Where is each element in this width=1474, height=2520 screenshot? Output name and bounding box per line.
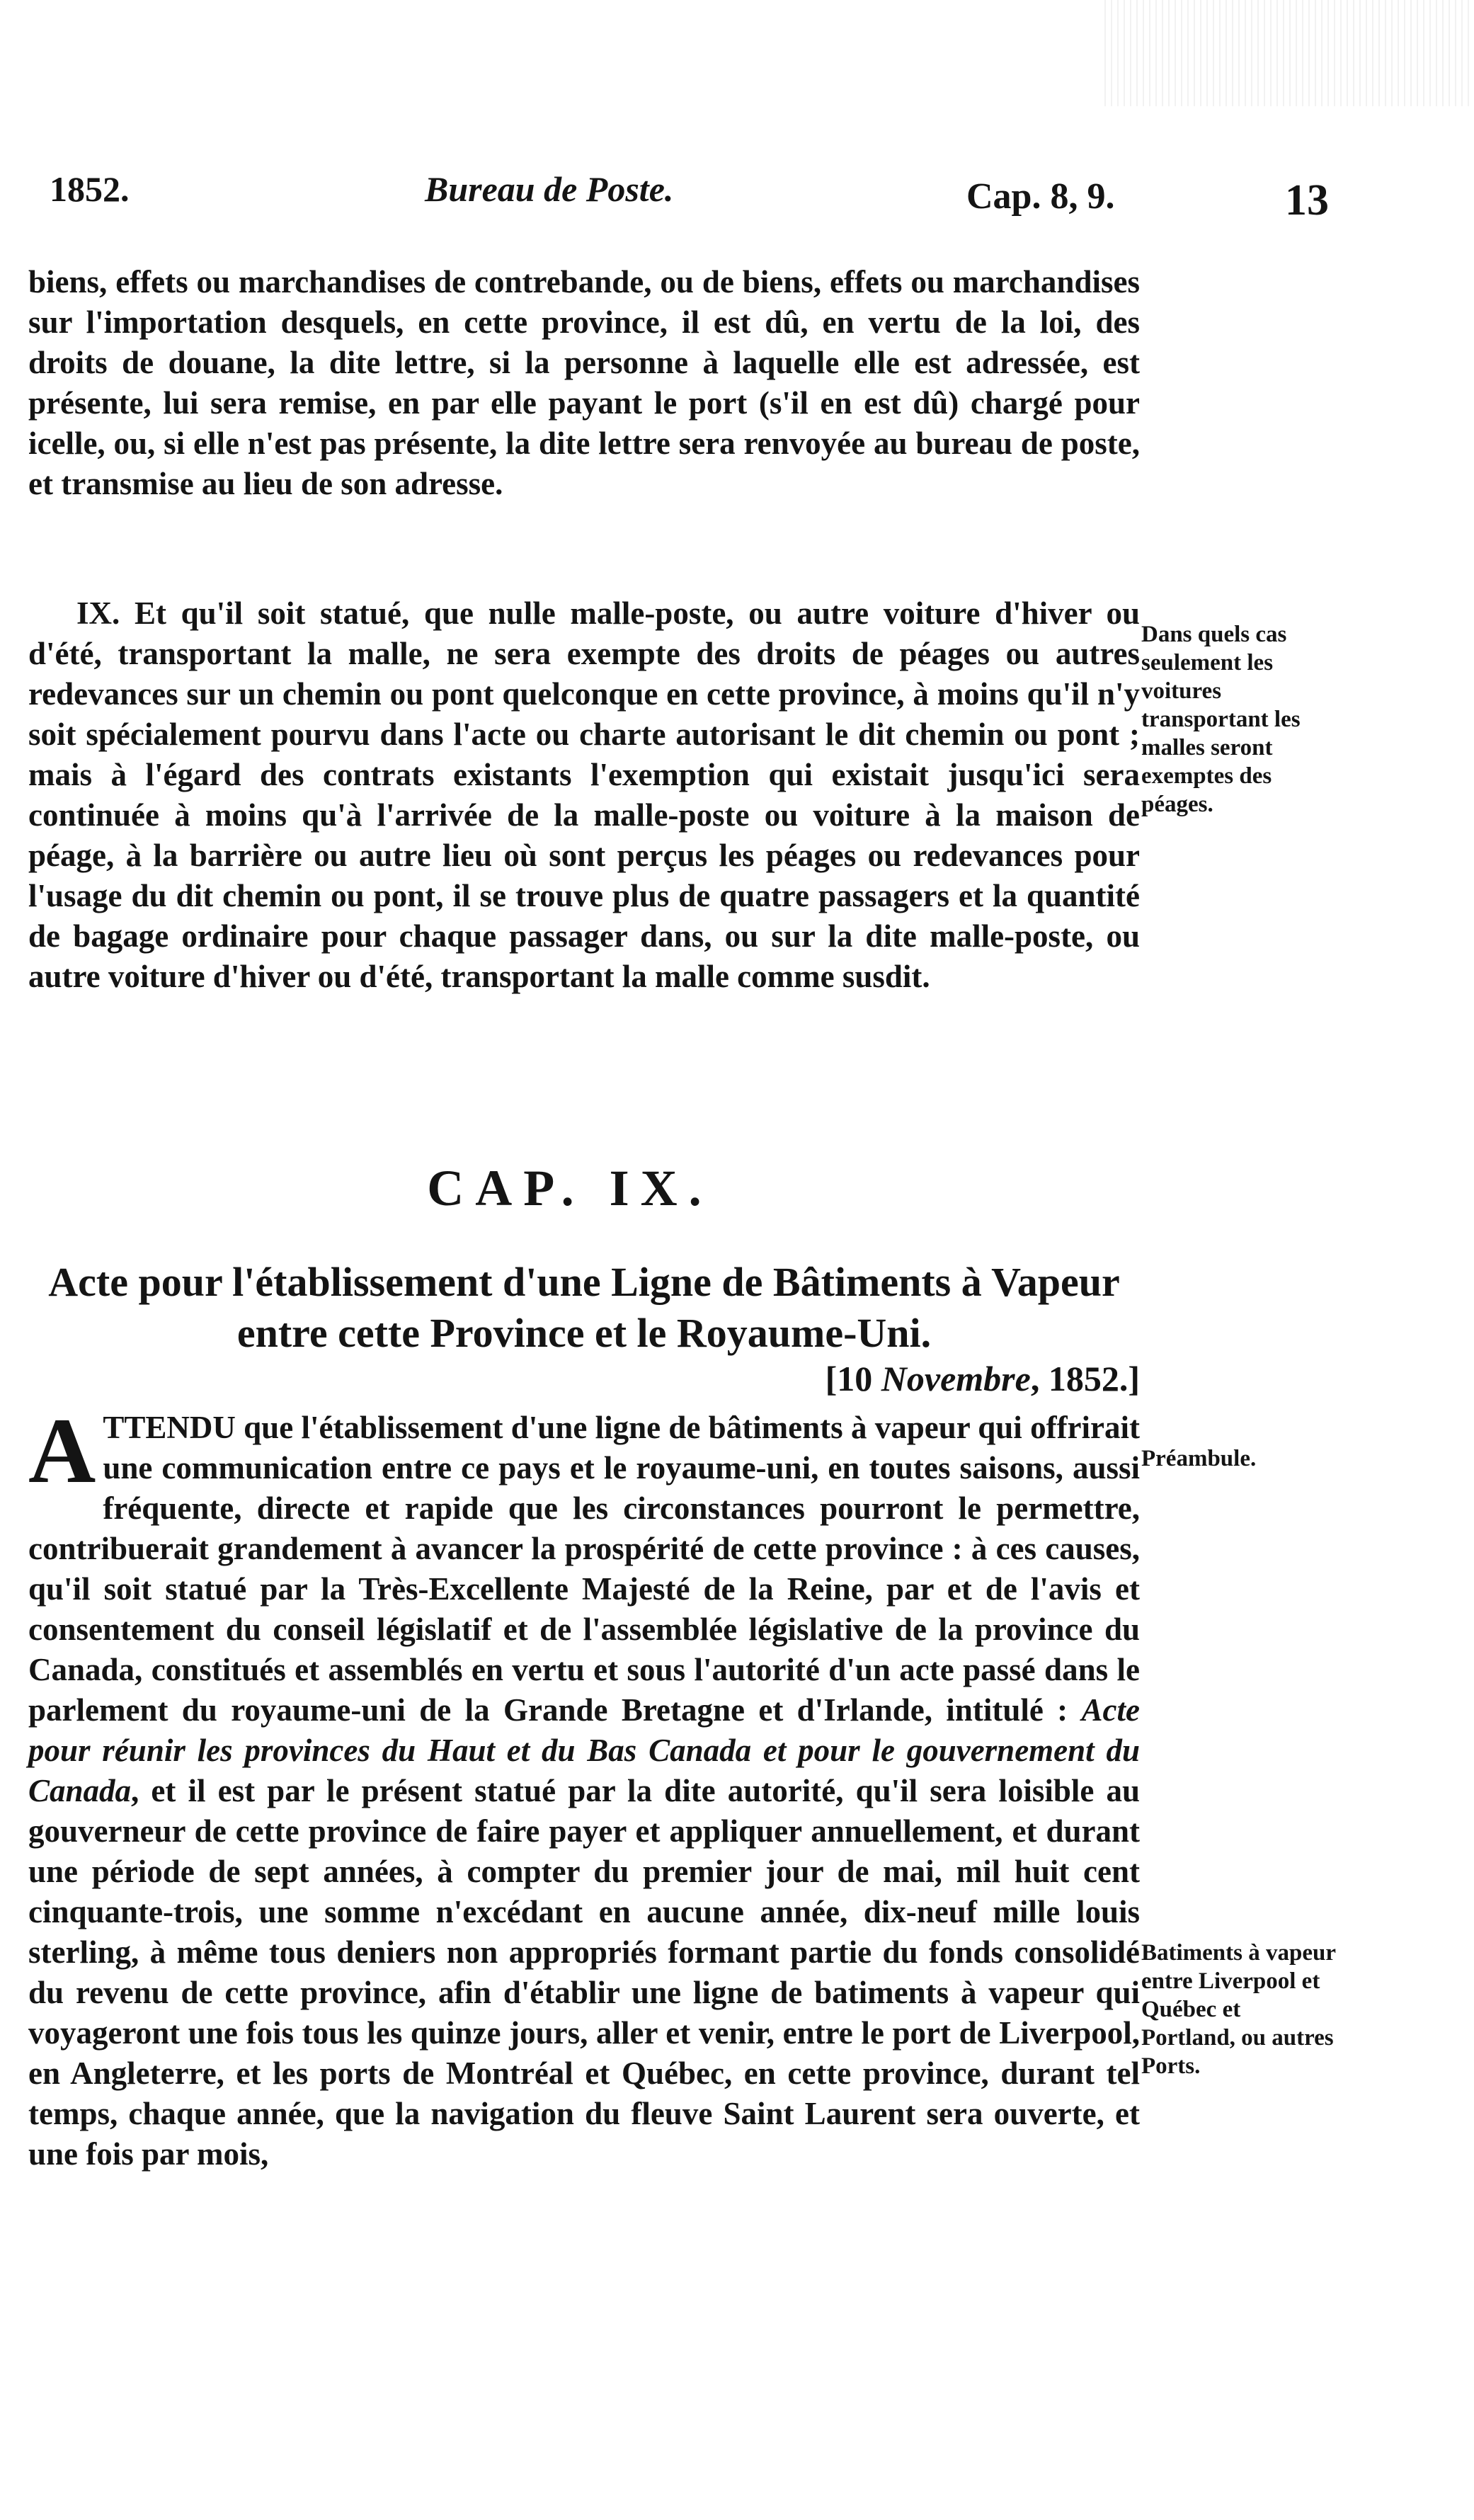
header-year: 1852. xyxy=(50,169,130,209)
header-title: Bureau de Poste. xyxy=(425,169,674,209)
date-close: , 1852.] xyxy=(1030,1359,1140,1398)
paragraph-continued: biens, effets ou marchandises de contrebande, ou de biens, effets ou marchandises sur l'importation desquels, en cette province, il est dû, en vertu de la loi, des droits de douane, la dite lettre, si la personne à laquelle elle est adressée, est présente, lui sera remise, en par elle payant le port (s'il en est dû) chargé pour icelle, ou, si elle n'est pas présente, la dite lettre sera renvoyée au bureau de poste, et transmise au lieu de son adresse. xyxy=(28,264,1140,501)
scan-noise xyxy=(1104,0,1474,106)
act-date xyxy=(673,1358,1140,1399)
chapter-heading: CAP. IX. xyxy=(427,1160,713,1216)
preamble-paragraph xyxy=(28,1398,1140,2174)
margin-note-steamships: Batiments à vapeur entre Liverpool et Québec et Portland, ou autres Ports. xyxy=(1141,1940,1336,2079)
page-number: 13 xyxy=(1285,176,1329,224)
date-month: Novembre xyxy=(881,1359,1031,1398)
preamble-act-name: Acte pour réunir les provinces du Haut et du Bas Canada et pour le gouvernement du Canada xyxy=(28,1692,1140,1808)
margin-note-tolls: Dans quels cas seulement les voitures transportant les malles seront exemptes des péages. xyxy=(1141,622,1301,817)
header-chapter: Cap. 8, 9. xyxy=(966,176,1115,217)
drop-cap: A xyxy=(28,1398,96,1503)
preamble-end: , et il est par le présent statué par la dite autorité, qu'il sera loisible au gouverneur de cette province de faire payer et appliquer annuellement, et durant une période de sept années, à compter du premier jour de mai, mil huit cent cinquante-trois, une somme n'excédant en aucune année, dix-neuf mille louis sterling, à même tous deniers non appropriés formant partie du fonds consolidé du revenu de cette province, afin d'établir une ligne de batiments à vapeur qui voyageront une fois tous les quinze jours, aller et venir, entre le port de Liverpool, en Angleterre, et les ports de Montréal et Québec, en cette province, durant tel temps, chaque année, que la navigation du fleuve Saint Laurent sera ouverte, et une fois par mois, xyxy=(28,1773,1140,2172)
running-header xyxy=(0,161,1474,225)
section-ix-paragraph: IX. Et qu'il soit statué, que nulle malle-poste, ou autre voiture d'hiver ou d'été, transportant la malle, ne sera exempte des droits de péages ou autres redevances sur un chemin ou pont quelconque en cette province, à moins qu'il n'y soit spécialement pourvu dans l'acte ou charte autorisant le dit chemin ou pont ; mais à l'égard des contrats existants l'exemption qui existait jusqu'ici sera continuée à moins qu'à l'arrivée de la malle-poste ou voiture à la maison de péage, à la barrière ou autre lieu où sont perçus les péages ou redevances pour l'usage du dit chemin ou pont, il se trouve plus de quatre passagers et la quantité de bagage ordinaire pour chaque passager dans, ou sur la dite malle-poste, ou autre voiture d'hiver ou d'été, transportant la malle comme susdit. xyxy=(28,595,1140,994)
margin-note-preamble: Préambule. xyxy=(1141,1446,1257,1471)
date-open: [10 xyxy=(825,1359,881,1398)
act-title: Acte pour l'établissement d'une Ligne de Bâtiments à Vapeur entre cette Province et le Royaume-Uni. xyxy=(48,1259,1120,1356)
preamble-start: TTENDU que l'établissement d'une ligne de bâtiments à vapeur qui offrirait une communication entre ce pays et le royaume-uni, en toutes saisons, aussi fréquente, directe et rapide que les circonstances pourront le permettre, contribuerait grandement à avancer la prospérité de cette province : à ces causes, qu'il soit statué par la Très-Excellente Majesté de la Reine, par et de l'avis et consentement du conseil législatif et de l'assemblée législative de la province du Canada, constitués et assemblés en vertu et sous l'autorité d'un acte passé dans le parlement du royaume-uni de la Grande Bretagne et d'Irlande, intitulé : xyxy=(28,1410,1140,1728)
